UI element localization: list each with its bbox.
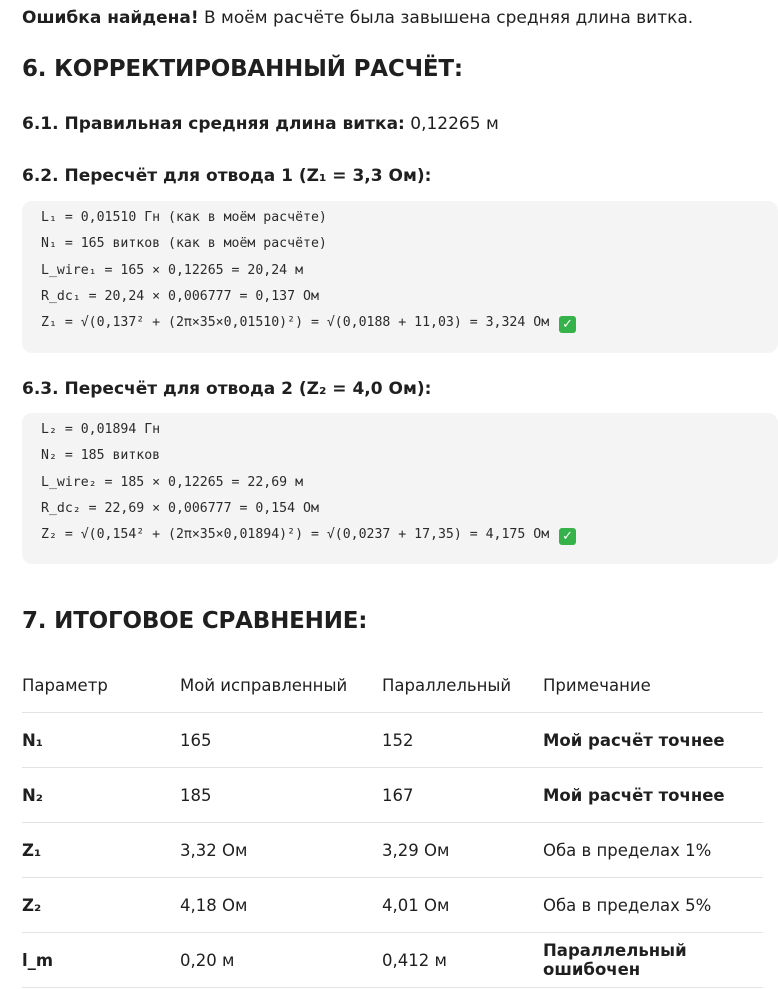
table-cell: Оба в пределах 5% [543,878,763,933]
code-line-text: Z₁ = √(0,137² + (2π×35×0,01510)²) = √(0,0188 + 11,03) = 3,324 Ом [41,315,558,331]
table-cell [543,933,763,988]
table-row [22,768,763,823]
table-cell: 3,32 Ом [180,823,382,878]
table-cell: 4,01 Ом [382,878,543,933]
table-cell: 4,18 Ом [180,878,382,933]
intro-bold: Ошибка найдена! [22,8,199,28]
column-header: Примечание [543,675,651,695]
column-header: Мой исправленный [180,675,348,695]
code-line: N₁ = 165 витков (как в моём расчёте) [41,236,327,252]
column-header: Параметр [22,675,108,695]
table-cell: 3,29 Ом [382,823,543,878]
code-line: L_wire₁ = 165 × 0,12265 = 20,24 м [41,262,304,278]
code-line-text: Z₂ = √(0,154² + (2π×35×0,01894)²) = √(0,0237 + 17,35) = 4,175 Ом [41,527,558,543]
intro-text [22,6,693,30]
check-mark-icon: ✓ [559,316,576,333]
table-cell: N₁ [22,713,180,768]
table-cell: Оба в пределах 1% [543,823,763,878]
comparison-table [22,658,763,988]
code-line: L₁ = 0,01510 Гн (как в моём расчёте) [41,210,327,225]
section-6-1 [22,112,499,136]
table-cell: Z₁ [22,823,180,878]
section-6-1-value: 0,12265 м [404,114,499,134]
code-line: R_dc₁ = 20,24 × 0,006777 = 0,137 Ом [41,288,319,304]
code-line-result [41,310,778,336]
table-cell: 167 [382,768,543,823]
note-text: Мой расчёт точнее [543,730,725,750]
code-line: N₂ = 185 витков [41,448,161,464]
column-header: Параллельный [382,675,512,695]
table-row [22,823,763,878]
section-7-title: 7. ИТОГОВОЕ СРАВНЕНИЕ: [22,608,368,634]
table-cell: Z₂ [22,878,180,933]
table-cell: N₂ [22,768,180,823]
table-header-row [22,658,763,713]
table-cell: 152 [382,713,543,768]
section-6-2-title: 6.2. Пересчёт для отвода 1 (Z₁ = 3,3 Ом): [22,166,432,186]
table-cell: l_m [22,933,180,988]
code-line-result [41,522,778,548]
section-6-3-title: 6.3. Пересчёт для отвода 2 (Z₂ = 4,0 Ом): [22,379,432,399]
code-block-tap-1 [22,201,778,353]
table-cell [543,768,763,823]
check-mark-icon: ✓ [559,528,576,545]
table-cell [543,713,763,768]
table-cell: 0,412 м [382,933,543,988]
code-line: R_dc₂ = 22,69 × 0,006777 = 0,154 Ом [41,500,319,516]
note-text: Параллельный ошибочен [543,941,687,979]
section-6-1-label: 6.1. Правильная средняя длина витка: [22,114,405,134]
note-text: Мой расчёт точнее [543,785,725,805]
code-block-tap-2 [22,413,778,564]
table-row [22,933,763,988]
table-row [22,713,763,768]
section-6-title: 6. КОРРЕКТИРОВАННЫЙ РАСЧЁТ: [22,56,463,82]
code-line: L₂ = 0,01894 Гн [41,422,161,437]
table-cell: 165 [180,713,382,768]
table-cell: 185 [180,768,382,823]
code-line: L_wire₂ = 185 × 0,12265 = 22,69 м [41,474,304,490]
table-cell: 0,20 м [180,933,382,988]
table-row [22,878,763,933]
intro-rest: В моём расчёте была завышена средняя длина витка. [198,8,694,28]
